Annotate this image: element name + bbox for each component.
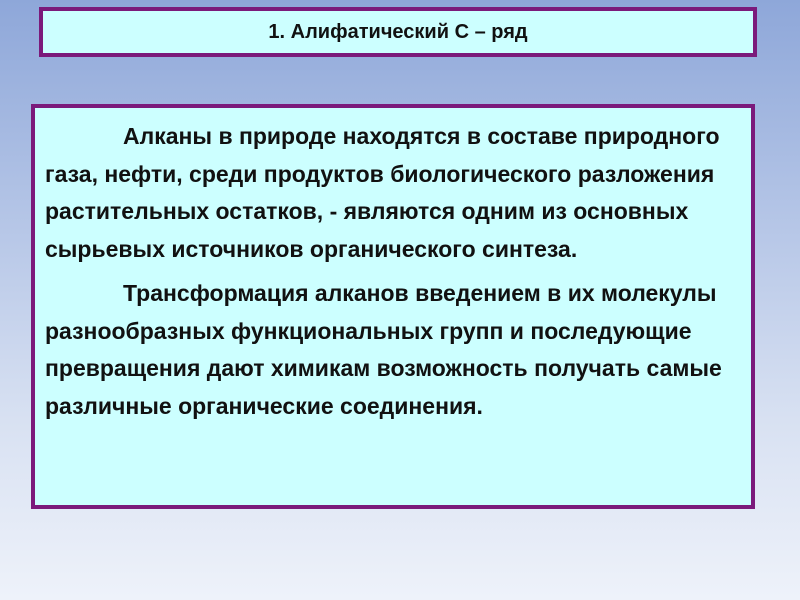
paragraph-alkanes-in-nature: Алканы в природе находятся в составе природного газа, нефти, среди продуктов биологического разложения растительных остатков, - являются одним из основных сырьевых источников органического синтеза. [45,123,720,262]
title-box [39,7,757,57]
slide-title: 1. Алифатический С – ряд [268,20,528,43]
paragraph-alkane-transformation: Трансформация алканов введением в их молекулы разнообразных функциональных групп и последующие превращения дают химикам возможность получать самые различные органические соединения. [45,280,722,419]
content-box [31,104,755,509]
